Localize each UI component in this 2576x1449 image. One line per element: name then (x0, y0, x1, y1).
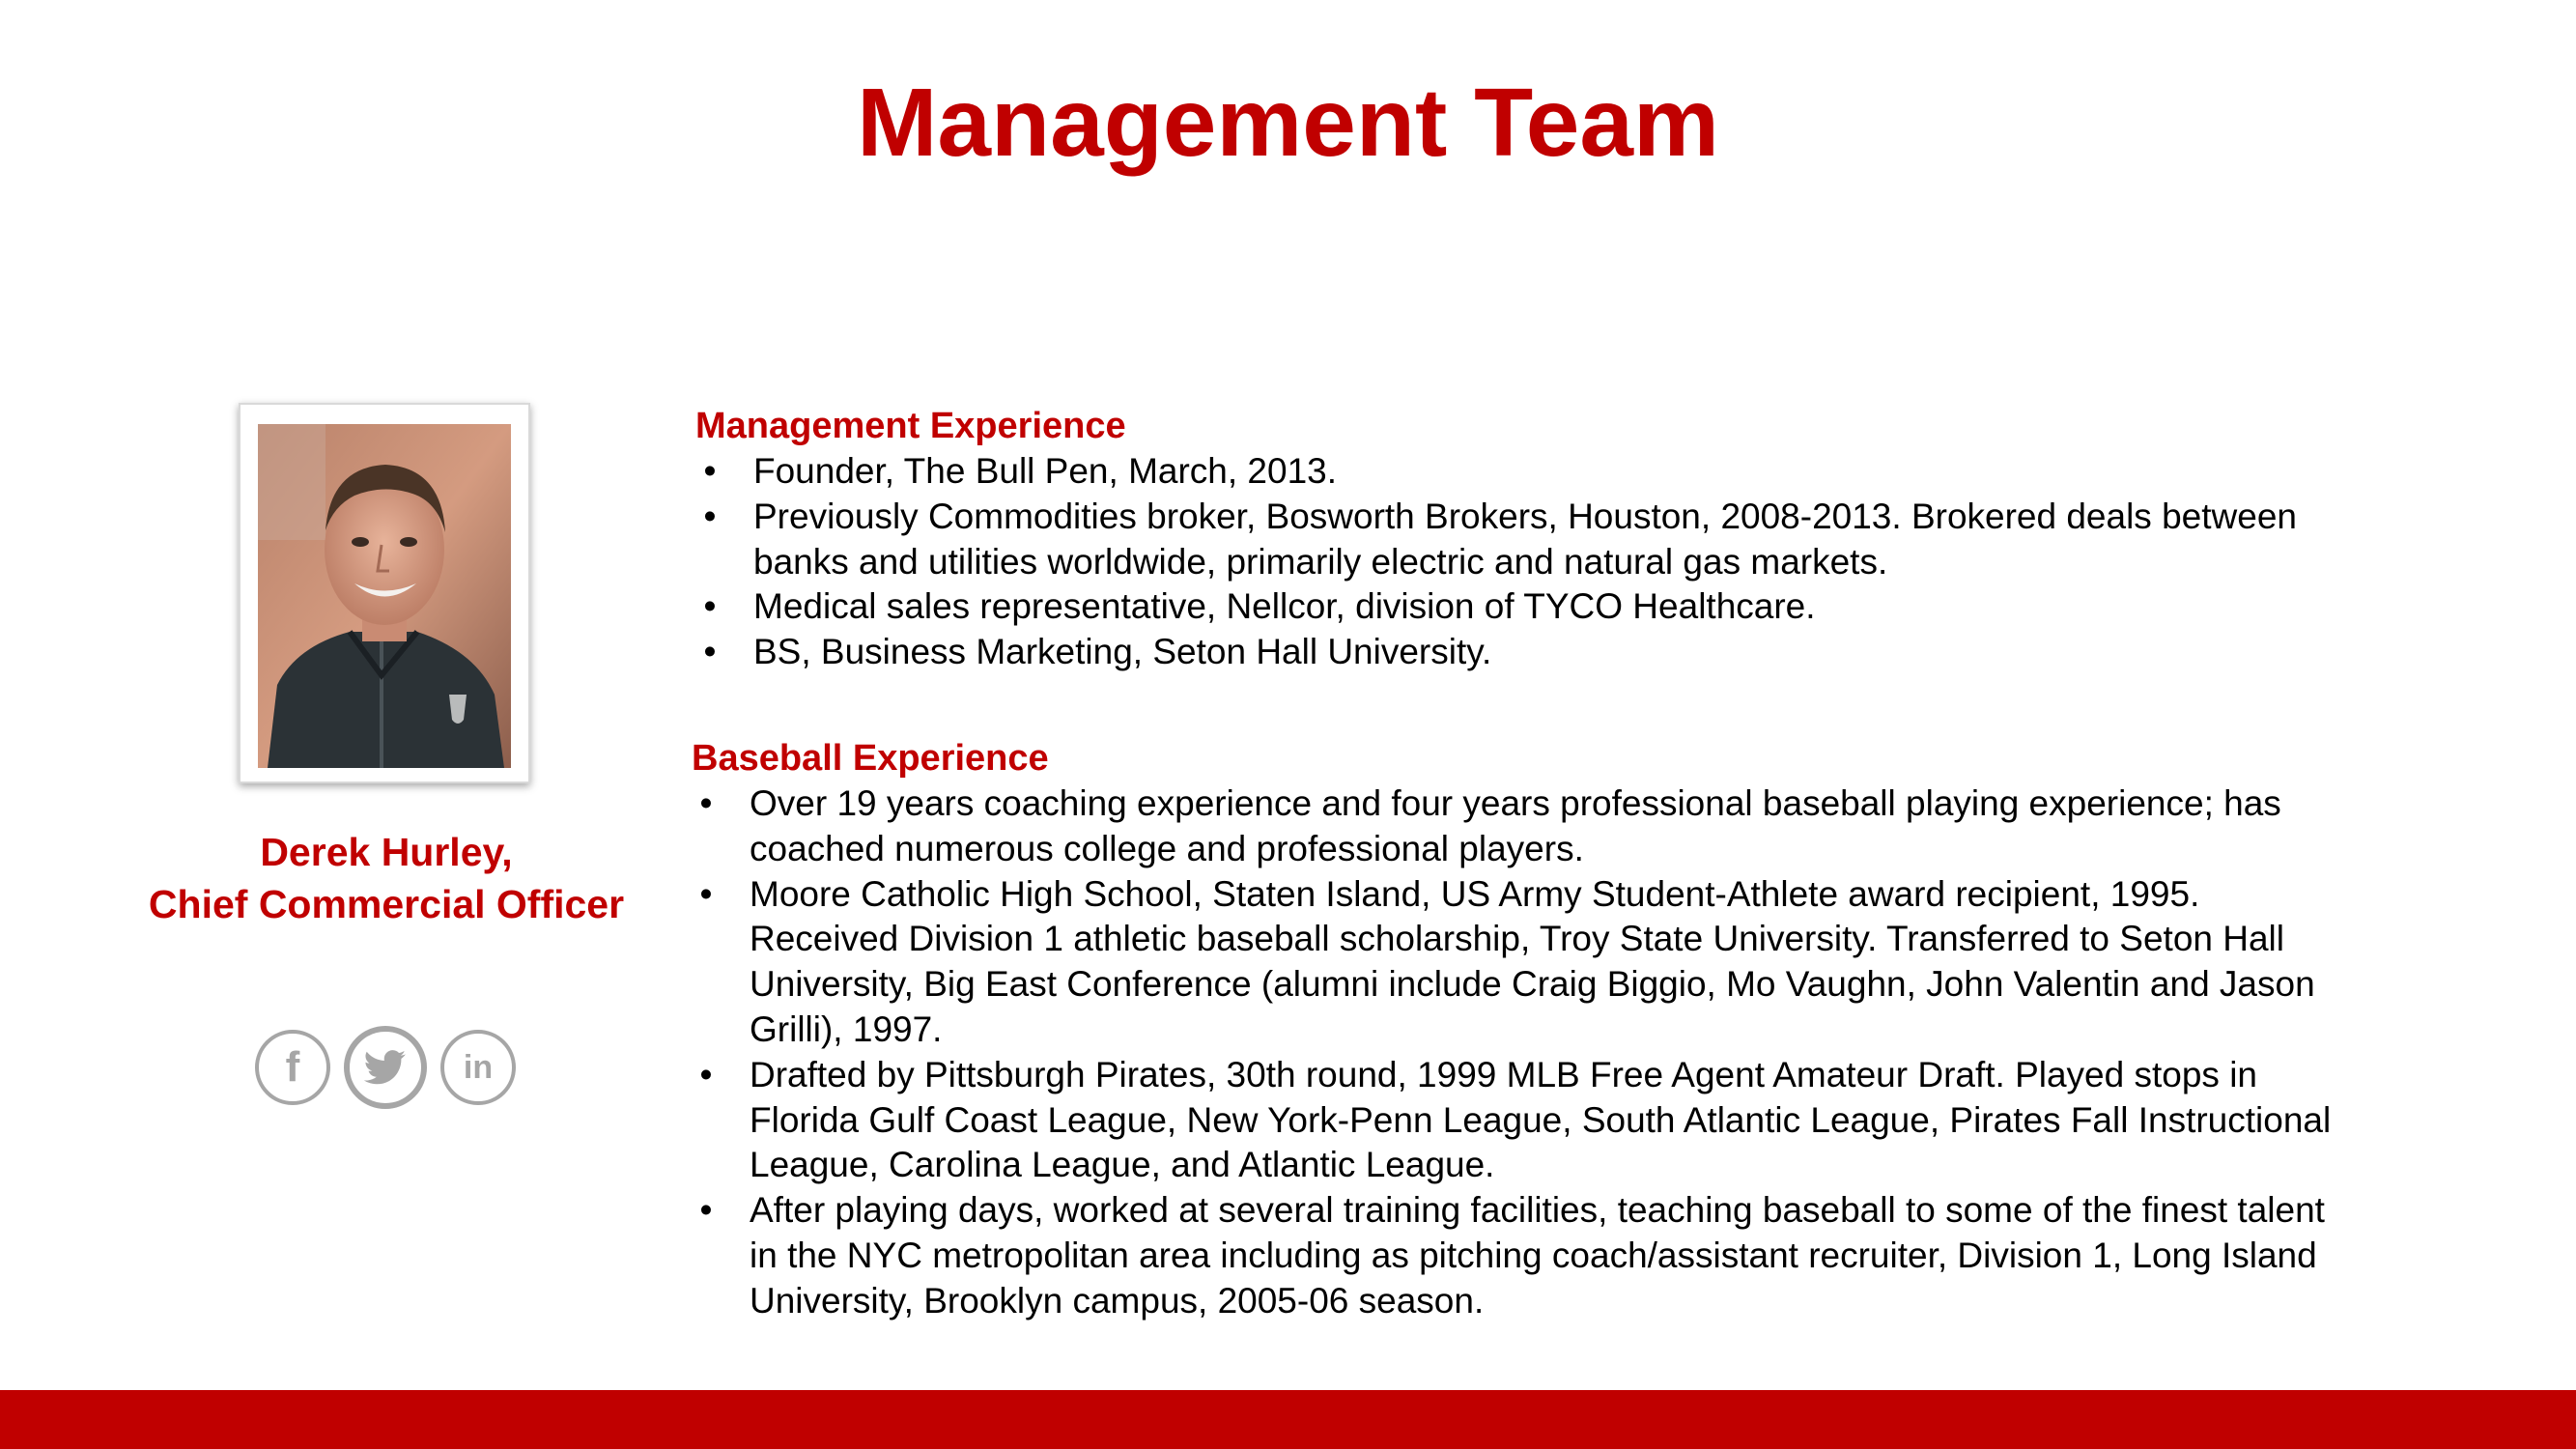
baseball-experience-heading: Baseball Experience (692, 738, 1049, 779)
linkedin-link[interactable] (440, 1030, 516, 1105)
list-item: • After playing days, worked at several training facilities, teaching baseball to some of the finest talent in the NYC metropolitan area including as pitching coach/assistant recruiter, Division 1, Long Island University, Brooklyn campus, 2005-06 season. (699, 1190, 2325, 1321)
person-caption (58, 826, 715, 930)
facebook-icon: f (285, 1043, 300, 1091)
management-experience-heading: Management Experience (695, 406, 1126, 446)
list-item: • Moore Catholic High School, Staten Island, US Army Student-Athlete award recipient, 1995. Received Division 1 athletic baseball scholarship, Troy State University. Transferred to Seton Hall University, Big East Conference (alumni include Craig Biggio, Mo Vaughn, John Valentin and Jason Grilli), 1997. (699, 873, 2315, 1049)
list-item: • BS, Business Marketing, Seton Hall University. (703, 632, 1492, 672)
twitter-link[interactable] (344, 1026, 427, 1109)
list-item: • Medical sales representative, Nellcor, division of TYCO Healthcare. (703, 586, 1816, 627)
social-links (255, 1030, 516, 1109)
list-item: • Over 19 years coaching experience and four years professional baseball playing experience; has coached numerous college and professional players. (699, 783, 2281, 868)
person-role: Chief Commercial Officer (148, 882, 625, 926)
list-item: • Drafted by Pittsburgh Pirates, 30th round, 1999 MLB Free Agent Amateur Draft. Played stops in Florida Gulf Coast League, New York-Penn League, South Atlantic League, Pirates Fall Instructional League, Carolina League, and Atlantic League. (699, 1054, 2332, 1185)
footer-bar (0, 1390, 2576, 1449)
list-item: • Founder, The Bull Pen, March, 2013. (703, 451, 1338, 491)
twitter-icon (364, 1050, 407, 1085)
profile-photo-frame (239, 403, 530, 783)
management-experience-list (695, 449, 2337, 675)
page-title: Management Team (857, 69, 1719, 177)
list-item: • Previously Commodities broker, Bosworth Brokers, Houston, 2008-2013. Brokered deals between banks and utilities worldwide, primarily electric and natural gas markets. (703, 496, 2297, 582)
baseball-experience-list (692, 781, 2334, 1324)
linkedin-icon: in (463, 1048, 494, 1086)
facebook-link[interactable] (255, 1030, 330, 1105)
person-name: Derek Hurley, (260, 830, 513, 874)
profile-photo (258, 424, 511, 768)
